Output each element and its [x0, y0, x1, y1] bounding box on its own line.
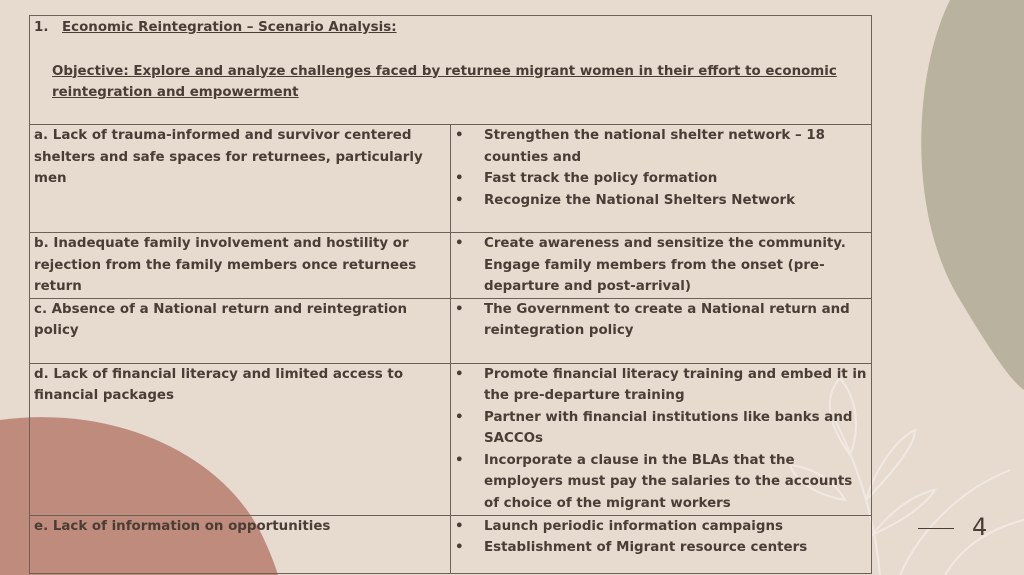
actions-list — [455, 125, 867, 211]
table-row — [30, 515, 872, 573]
sage-shape — [921, 0, 1024, 390]
actions-list — [455, 516, 867, 559]
list-item: • The Government to create a National return and reintegration policy — [455, 299, 867, 342]
challenge-cell: c. Absence of a National return and reintegration policy — [30, 298, 451, 363]
actions-cell — [451, 125, 872, 233]
actions-cell — [451, 298, 872, 363]
section-number: 1. — [34, 20, 49, 35]
section-heading — [34, 17, 867, 39]
challenge-cell: b. Inadequate family involvement and hostility or rejection from the family members once returnees return — [30, 233, 451, 299]
scenario-table — [29, 15, 872, 574]
list-item: • Strengthen the national shelter network – 18 counties and — [455, 125, 867, 168]
objective-text: Objective: Explore and analyze challenges faced by returnee migrant women in their effort to economic reintegration and empowerment — [52, 63, 837, 100]
actions-list — [455, 233, 867, 298]
list-item: • Launch periodic information campaigns — [455, 516, 867, 538]
list-item: • Fast track the policy formation — [455, 168, 867, 190]
list-item: • Promote financial literacy training and embed it in the pre-departure training — [455, 364, 867, 407]
table-header-row — [30, 16, 872, 125]
actions-list — [455, 364, 867, 515]
actions-list — [455, 299, 867, 342]
table-row — [30, 125, 872, 233]
list-item: • Establishment of Migrant resource centers — [455, 537, 867, 559]
header-cell — [30, 16, 872, 125]
table-row — [30, 363, 872, 515]
actions-cell — [451, 363, 872, 515]
list-item: • Recognize the National Shelters Network — [455, 190, 867, 212]
actions-cell — [451, 515, 872, 573]
challenge-cell: d. Lack of financial literacy and limited access to financial packages — [30, 363, 451, 515]
list-item: • Partner with financial institutions like banks and SACCOs — [455, 407, 867, 450]
table-row — [30, 233, 872, 299]
page-number: 4 — [972, 513, 988, 541]
challenge-cell: a. Lack of trauma-informed and survivor centered shelters and safe spaces for returnees, particularly men — [30, 125, 451, 233]
section-title: Economic Reintegration – Scenario Analysis: — [62, 20, 397, 35]
table-row — [30, 298, 872, 363]
page-number-divider — [918, 528, 954, 529]
challenge-cell: e. Lack of information on opportunities — [30, 515, 451, 573]
list-item: • Create awareness and sensitize the community. Engage family members from the onset (pre-departure and post-arrival) — [455, 233, 867, 298]
actions-cell — [451, 233, 872, 299]
list-item: • Incorporate a clause in the BLAs that the employers must pay the salaries to the accounts of choice of the migrant workers — [455, 450, 867, 515]
